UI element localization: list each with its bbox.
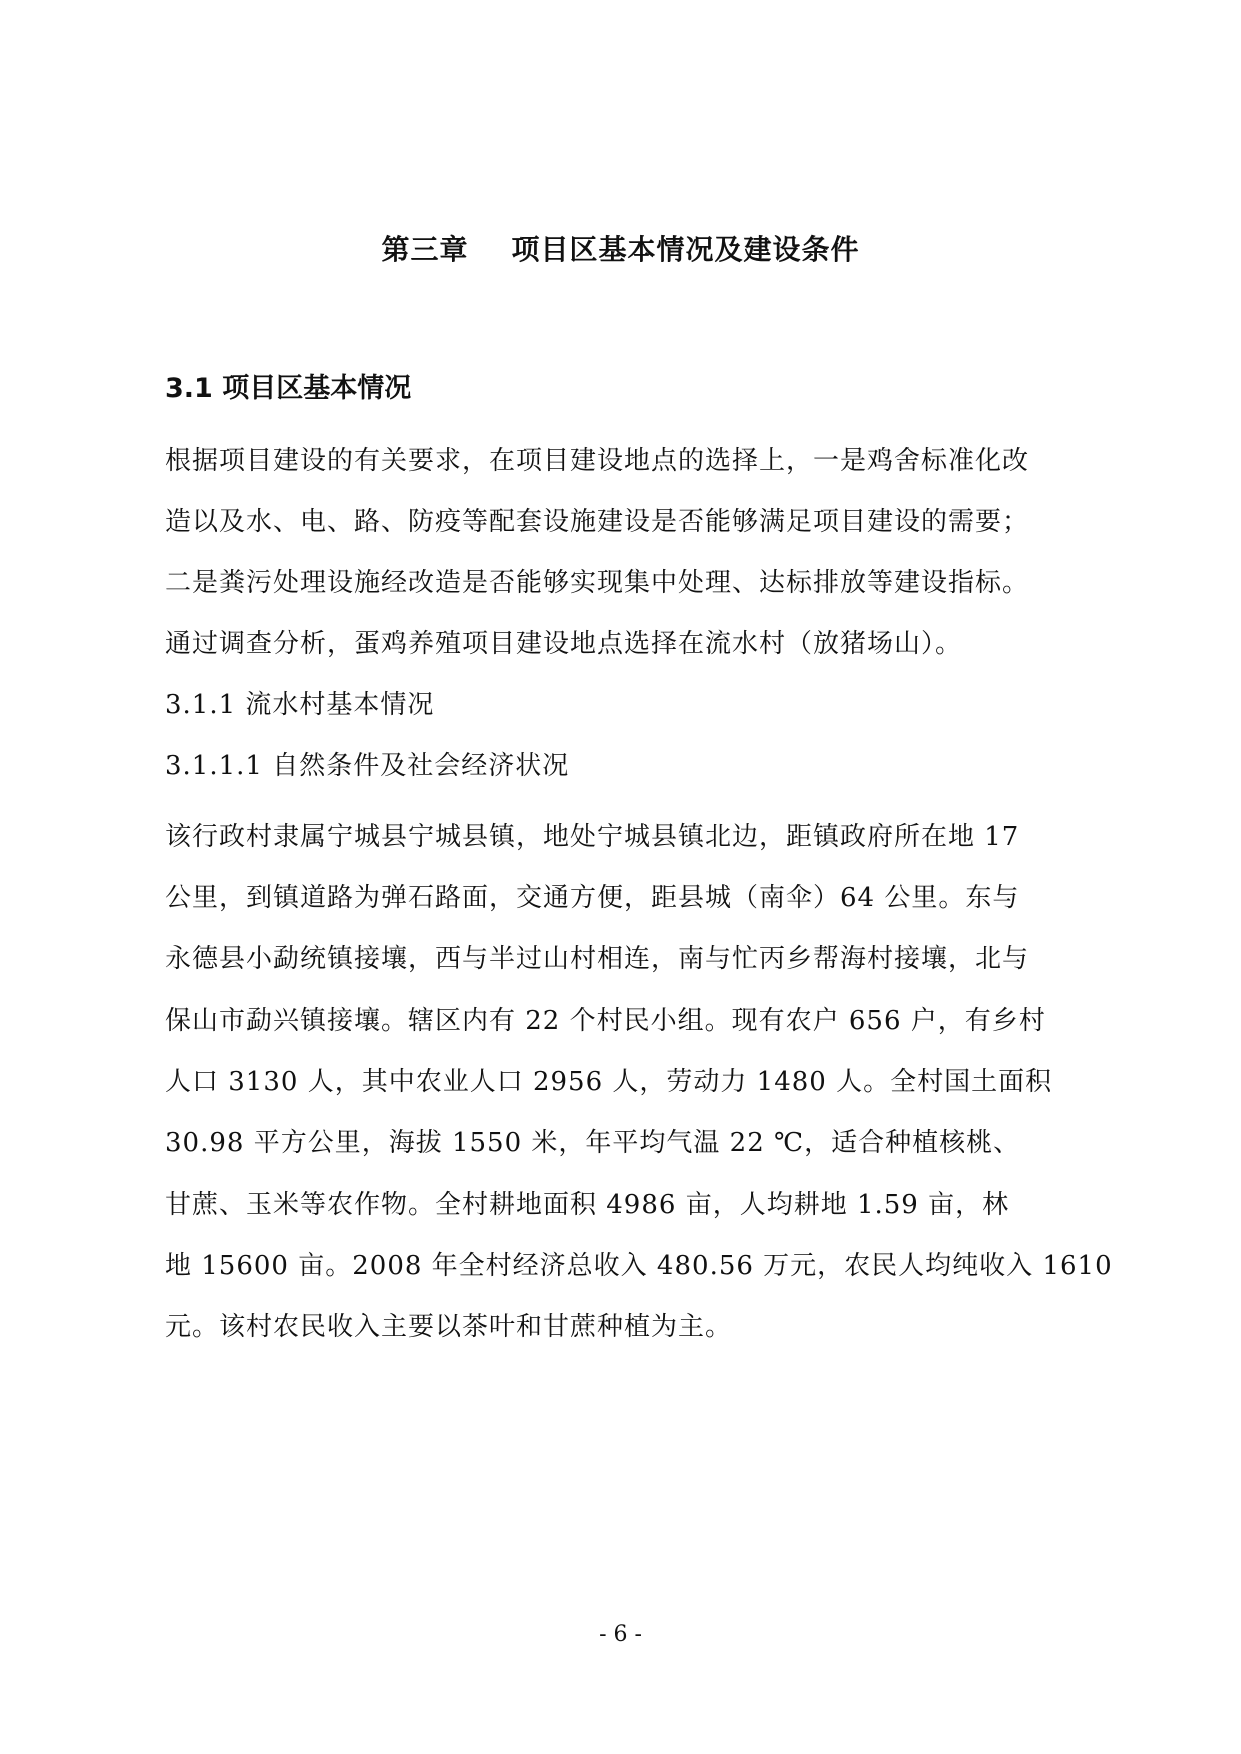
body-line: 造以及水、电、路、防疫等配套设施建设是否能够满足项目建设的需要； [165, 507, 1030, 537]
body-line: 30.98 平方公里，海拔 1550 米，年平均气温 22 ℃，适合种植核桃、 [165, 1128, 1021, 1158]
subsection-heading: 3.1.1 流水村基本情况 [165, 690, 435, 720]
body-line: 根据项目建设的有关要求，在项目建设地点的选择上，一是鸡舍标准化改 [165, 446, 1030, 476]
chapter-title: 第三章 项目区基本情况及建设条件 [381, 233, 860, 266]
body-line: 甘蔗、玉米等农作物。全村耕地面积 4986 亩，人均耕地 1.59 亩，林 [165, 1190, 1010, 1220]
body-line: 永德县小勐统镇接壤，西与半过山村相连，南与忙丙乡帮海村接壤，北与 [165, 944, 1030, 974]
section-heading: 3.1 项目区基本情况 [165, 373, 412, 404]
subsubsection-heading: 3.1.1.1 自然条件及社会经济状况 [165, 751, 570, 781]
body-line: 该行政村隶属宁城县宁城县镇，地处宁城县镇北边，距镇政府所在地 17 [165, 822, 1020, 852]
body-line: 保山市勐兴镇接壤。辖区内有 22 个村民小组。现有农户 656 户，有乡村 [165, 1006, 1046, 1036]
body-line: 二是粪污处理设施经改造是否能够实现集中处理、达标排放等建设指标。 [165, 568, 1030, 598]
page-number: - 6 - [599, 1622, 642, 1647]
body-line: 地 15600 亩。2008 年全村经济总收入 480.56 万元，农民人均纯收入 1610 [165, 1251, 1113, 1281]
body-line: 人口 3130 人，其中农业人口 2956 人，劳动力 1480 人。全村国土面积 [165, 1067, 1053, 1097]
body-line: 元。该村农民收入主要以茶叶和甘蔗种植为主。 [165, 1312, 733, 1342]
body-line: 公里，到镇道路为弹石路面，交通方便，距县城（南伞）64 公里。东与 [165, 883, 1020, 913]
body-line: 通过调查分析，蛋鸡养殖项目建设地点选择在流水村（放猪场山）。 [165, 629, 963, 659]
